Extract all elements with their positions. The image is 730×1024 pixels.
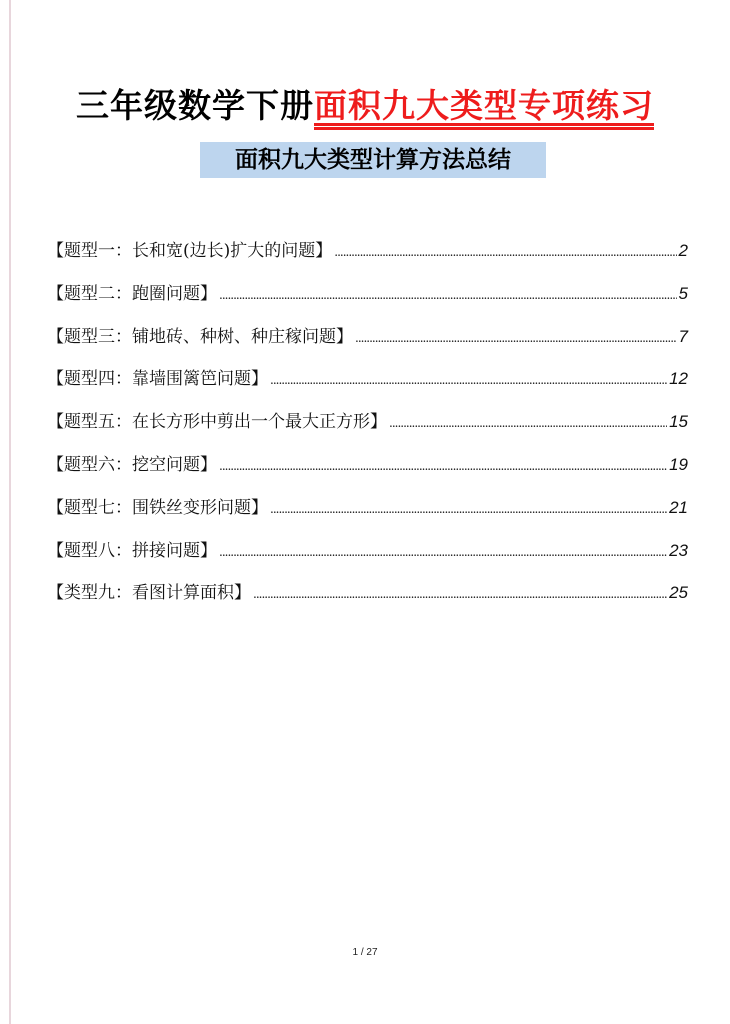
toc-label: 【题型二：跑圈问题】 (47, 283, 217, 304)
toc-page-number: 5 (678, 283, 688, 303)
toc-entry[interactable] (47, 536, 688, 579)
toc-page-number: 25 (669, 583, 688, 603)
toc-page-number: 7 (678, 326, 688, 346)
toc-entry[interactable] (47, 364, 688, 407)
toc-entry[interactable] (47, 578, 688, 621)
toc-leader-dots (219, 459, 667, 473)
toc-label: 【题型七：围铁丝变形问题】 (47, 497, 268, 518)
toc-leader-dots (219, 288, 677, 302)
toc-page-number: 23 (669, 540, 688, 560)
toc-label: 【题型五：在长方形中剪出一个最大正方形】 (47, 412, 387, 433)
page-title (0, 80, 730, 127)
toc-page-number: 15 (669, 412, 688, 432)
toc-leader-dots (270, 373, 667, 387)
toc-label: 【题型六：挖空问题】 (47, 454, 217, 475)
toc-entry[interactable] (47, 322, 688, 365)
toc-leader-dots (253, 587, 667, 601)
table-of-contents (47, 236, 688, 621)
page-edge (9, 0, 11, 1024)
title-red: 面积九大类型专项练习 (314, 86, 654, 125)
toc-page-number: 2 (678, 241, 688, 260)
toc-entry[interactable] (47, 236, 688, 279)
toc-entry[interactable] (47, 450, 688, 493)
toc-leader-dots (334, 245, 676, 259)
toc-label: 【题型四：靠墙围篱笆问题】 (47, 369, 268, 390)
title-black: 三年级数学下册 (76, 86, 314, 125)
toc-entry[interactable] (47, 493, 688, 536)
page-indicator: 1 / 27 (352, 947, 378, 958)
toc-page-number: 12 (669, 369, 688, 389)
toc-page-number: 19 (669, 454, 688, 474)
toc-label: 【题型一：长和宽(边长)扩大的问题】 (47, 241, 333, 261)
toc-entry[interactable] (47, 279, 688, 322)
toc-label: 【题型八：拼接问题】 (47, 540, 217, 561)
subtitle: 面积九大类型计算方法总结 (200, 142, 546, 178)
toc-leader-dots (270, 502, 667, 516)
toc-leader-dots (355, 331, 677, 345)
toc-label: 【题型三：铺地砖、种树、种庄稼问题】 (47, 326, 353, 347)
toc-label: 【类型九：看图计算面积】 (47, 583, 251, 604)
toc-entry[interactable] (47, 407, 688, 450)
toc-leader-dots (389, 416, 667, 430)
toc-leader-dots (219, 545, 667, 559)
toc-page-number: 21 (669, 497, 688, 517)
